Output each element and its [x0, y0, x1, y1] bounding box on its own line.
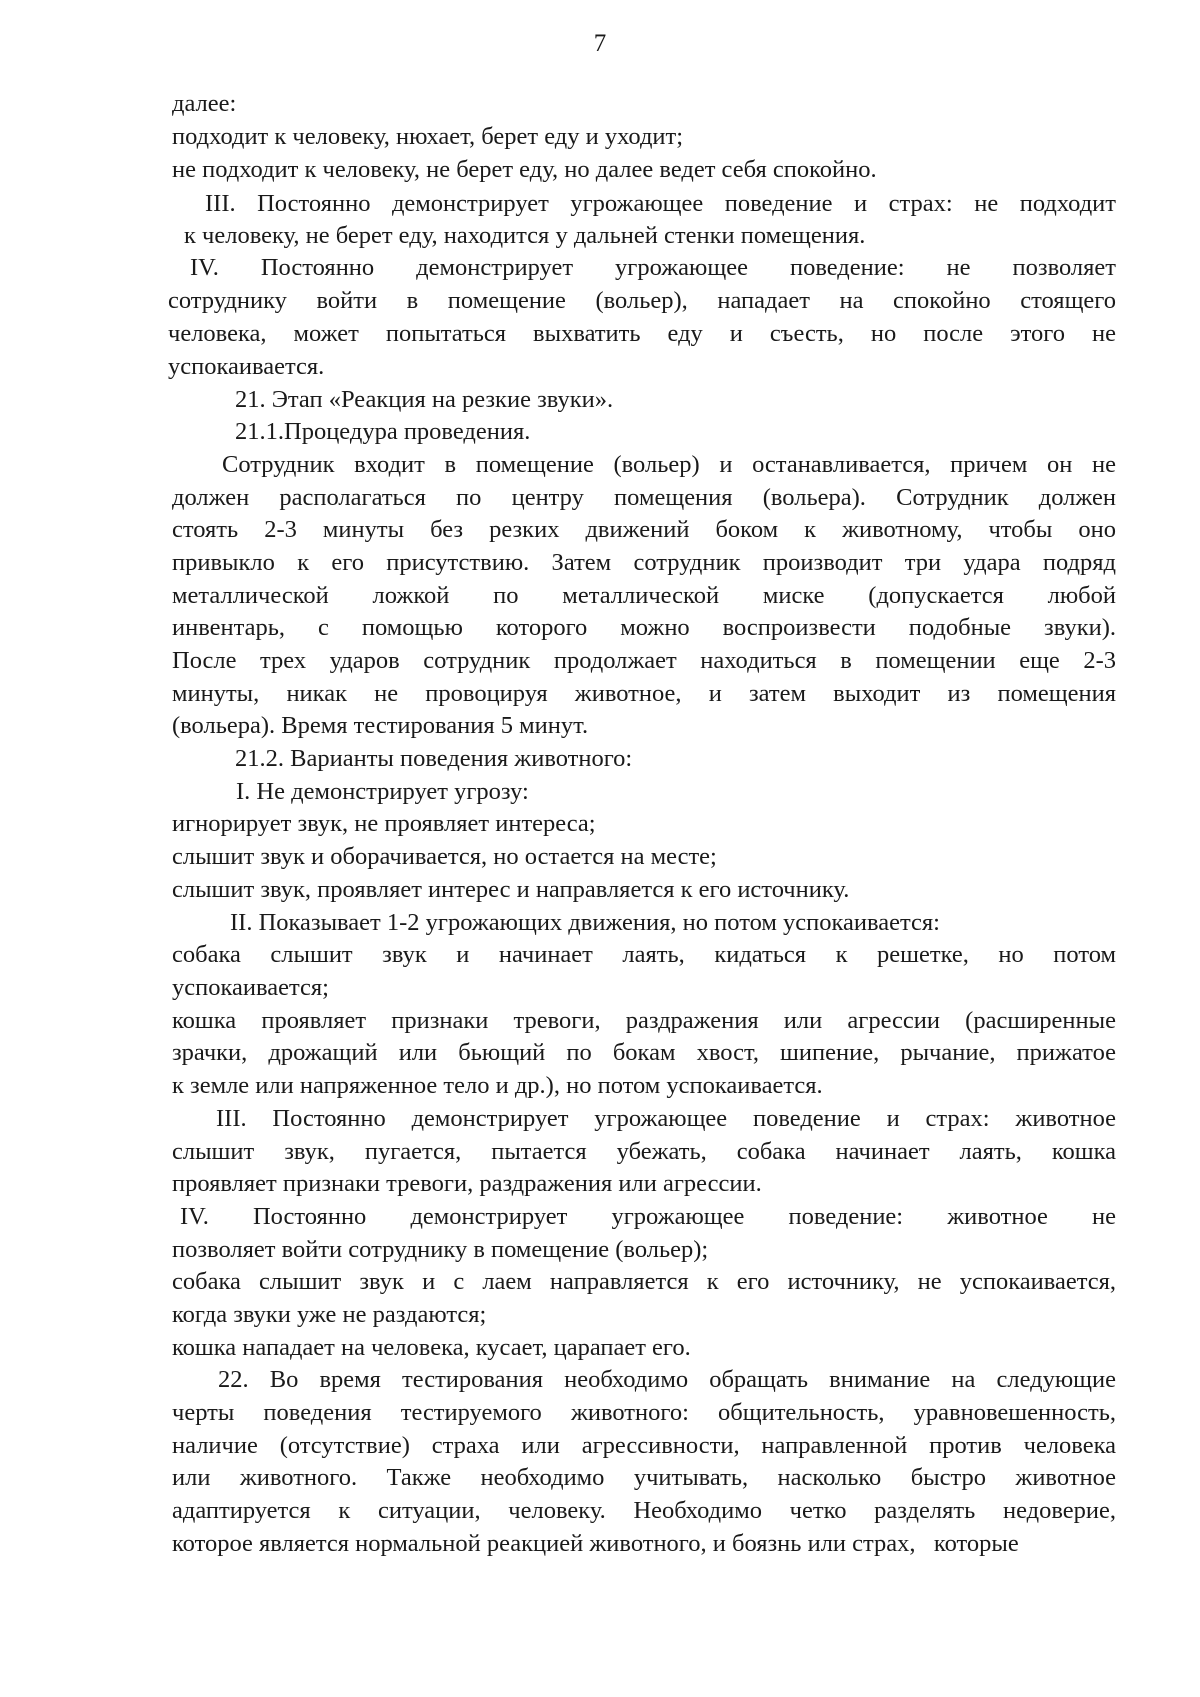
text-line: собака слышит звук и с лаем направляется к его источнику, не успокаивается,: [172, 1268, 1116, 1295]
text-line: человека, может попытаться выхватить еду и съесть, но после этого не: [168, 320, 1116, 347]
text-line: III. Постоянно демонстрирует угрожающее поведение и страх: животное: [216, 1105, 1116, 1132]
text-line: зрачки, дрожащий или бьющий по бокам хвост, шипение, рычание, прижатое: [172, 1039, 1116, 1066]
text-line: инвентарь, с помощью которого можно воспроизвести подобные звуки).: [172, 614, 1116, 641]
text-line: игнорирует звук, не проявляет интереса;: [172, 810, 596, 837]
text-line: IV. Постоянно демонстрирует угрожающее поведение: животное не: [180, 1203, 1116, 1230]
text-line: слышит звук и оборачивается, но остается на месте;: [172, 843, 717, 870]
text-line: кошка проявляет признаки тревоги, раздражения или агрессии (расширенные: [172, 1007, 1116, 1034]
text-line: позволяет войти сотруднику в помещение (вольер);: [172, 1236, 709, 1263]
text-line: подходит к человеку, нюхает, берет еду и уходит;: [172, 123, 684, 150]
text-line: металлической ложкой по металлической миске (допускается любой: [172, 582, 1116, 609]
text-line: 21.2. Варианты поведения животного:: [235, 745, 633, 772]
text-line: черты поведения тестируемого животного: общительность, уравновешенность,: [172, 1399, 1116, 1426]
text-line: 22. Во время тестирования необходимо обращать внимание на следующие: [218, 1366, 1116, 1393]
page-number: 7: [593, 30, 607, 57]
text-line: сотруднику войти в помещение (вольер), нападает на спокойно стоящего: [168, 287, 1116, 314]
text-line: к человеку, не берет еду, находится у дальней стенки помещения.: [184, 222, 866, 249]
text-line: проявляет признаки тревоги, раздражения или агрессии.: [172, 1170, 762, 1197]
text-line: когда звуки уже не раздаются;: [172, 1301, 487, 1328]
text-line: которое является нормальной реакцией животного, и боязнь или страх, которые: [172, 1530, 1019, 1557]
text-line: далее:: [172, 90, 237, 117]
text-line: После трех ударов сотрудник продолжает находиться в помещении еще 2-3: [172, 647, 1116, 674]
text-line: IV. Постоянно демонстрирует угрожающее поведение: не позволяет: [190, 254, 1116, 281]
text-line: кошка нападает на человека, кусает, царапает его.: [172, 1334, 691, 1361]
text-line: привыкло к его присутствию. Затем сотрудник производит три удара подряд: [172, 549, 1116, 576]
text-line: или животного. Также необходимо учитывать, насколько быстро животное: [172, 1464, 1116, 1491]
text-line: собака слышит звук и начинает лаять, кидаться к решетке, но потом: [172, 941, 1116, 968]
text-line: стоять 2-3 минуты без резких движений боком к животному, чтобы оно: [172, 516, 1116, 543]
text-line: должен располагаться по центру помещения (вольера). Сотрудник должен: [172, 484, 1116, 511]
text-line: к земле или напряженное тело и др.), но потом успокаивается.: [172, 1072, 823, 1099]
text-line: слышит звук, проявляет интерес и направляется к его источнику.: [172, 876, 850, 903]
text-line: успокаивается;: [172, 974, 329, 1001]
text-line: минуты, никак не провоцируя животное, и затем выходит из помещения: [172, 680, 1116, 707]
text-line: наличие (отсутствие) страха или агрессивности, направленной против человека: [172, 1432, 1116, 1459]
text-line: адаптируется к ситуации, человеку. Необходимо четко разделять недоверие,: [172, 1497, 1116, 1524]
text-line: успокаивается.: [168, 353, 325, 380]
text-line: слышит звук, пугается, пытается убежать, собака начинает лаять, кошка: [172, 1138, 1116, 1165]
text-line: Сотрудник входит в помещение (вольер) и останавливается, причем он не: [222, 451, 1116, 478]
text-line: (вольера). Время тестирования 5 минут.: [172, 712, 589, 739]
text-line: 21.1.Процедура проведения.: [235, 418, 531, 445]
text-line: не подходит к человеку, не берет еду, но далее ведет себя спокойно.: [172, 156, 877, 183]
text-line: I. Не демонстрирует угрозу:: [236, 778, 529, 805]
text-line: 21. Этап «Реакция на резкие звуки».: [235, 386, 614, 413]
text-line: III. Постоянно демонстрирует угрожающее поведение и страх: не подходит: [205, 190, 1116, 217]
text-line: II. Показывает 1-2 угрожающих движения, но потом успокаивается:: [230, 909, 940, 936]
